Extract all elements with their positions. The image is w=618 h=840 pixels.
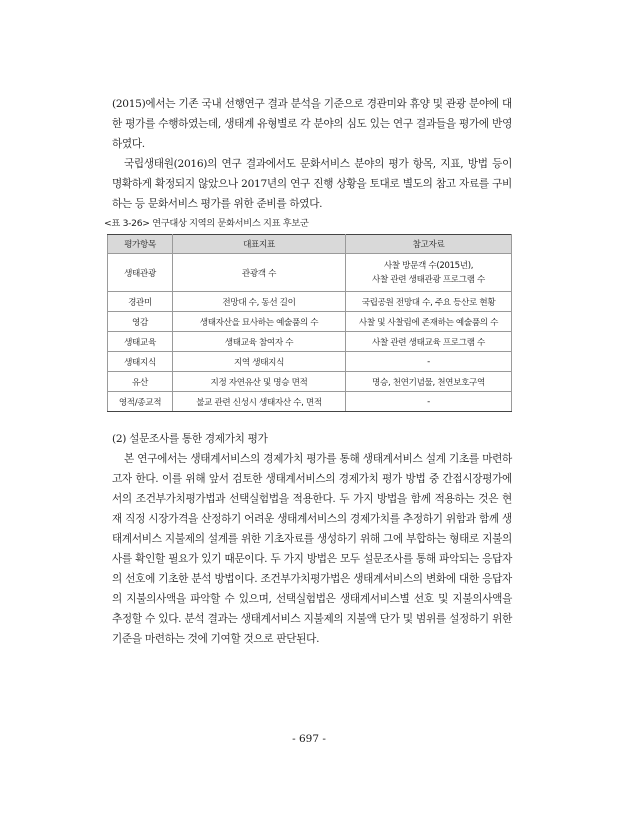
cell-reference: 명승, 천연기념물, 천연보호구역 bbox=[346, 372, 512, 392]
table-header-row bbox=[108, 235, 512, 254]
cell-reference-line-2: 사찰 관련 생태관광 프로그램 수 bbox=[372, 274, 485, 285]
cell-reference: - bbox=[346, 392, 512, 412]
table-caption: <표 3-26> 연구대상 지역의 문화서비스 지표 후보군 bbox=[104, 218, 309, 229]
cell-reference bbox=[346, 254, 512, 292]
body-paragraph-3: 본 연구에서는 생태계서비스의 경제가치 평가를 통해 생태계서비스 설계 기초를 마련하고자 한다. 이를 위해 앞서 검토한 생태계서비스의 경제가치 평가 방법 중 간접시장평가에서의 조건부가치평가법과 선택실험법을 적용한다. 두 가지 방법을 함께 적용하는 것은 현재 직정 시장가격을 산정하기 어려운 생태계서비스의 경제가치를 추정하기 위함과 함께 생태계서비스 지불제의 설계를 위한 기초자료를 생성하기 위해 그에 부합하는 형태로 지불의사를 확인할 필요가 있기 때문이다. 두 가지 방법은 모두 설문조사를 통해 파악되는 응답자의 선호에 기초한 분석 방법이다. 조건부가치평가법은 생태계서비스의 변화에 대한 응답자의 지불의사액을 파악할 수 있으며, 선택실험법은 생태계서비스별 선호 및 지불의사액을 추정할 수 있다. 분석 결과는 생태계서비스 지불제의 지불액 단가 및 범위를 설정하기 위한 기준을 마련하는 것에 기여할 것으로 판단된다. bbox=[112, 453, 512, 645]
header-representative-indicator: 대표지표 bbox=[173, 235, 346, 254]
cell-indicator: 지정 자연유산 및 명승 면적 bbox=[173, 372, 346, 392]
cultural-services-indicator-table bbox=[107, 234, 512, 412]
section-heading: (2) 설문조사를 통한 경제가치 평가 bbox=[112, 433, 268, 445]
table-row bbox=[108, 254, 512, 292]
cell-item: 유산 bbox=[108, 372, 173, 392]
cell-item: 영적/종교적 bbox=[108, 392, 173, 412]
cell-reference: 사찰 관련 생태교육 프로그램 수 bbox=[346, 332, 512, 352]
body-paragraph-2: 국립생태원(2016)의 연구 결과에서도 문화서비스 분야의 평가 항목, 지표, 방법 등이 명확하게 확정되지 않았으나 2017년의 연구 진행 상황을 토대로 별도의 참고 자료를 구비하는 등 문화서비스 평가를 위한 준비를 하였다. bbox=[112, 158, 512, 210]
header-reference-material: 참고자료 bbox=[346, 235, 512, 254]
table-row bbox=[108, 372, 512, 392]
cell-item: 생태교육 bbox=[108, 332, 173, 352]
cell-reference: - bbox=[346, 352, 512, 372]
page-number: - 697 - bbox=[292, 733, 326, 745]
cell-item: 생태지식 bbox=[108, 352, 173, 372]
cell-indicator: 생태교육 참여자 수 bbox=[173, 332, 346, 352]
cell-item: 영감 bbox=[108, 312, 173, 332]
cell-indicator: 생태자산을 묘사하는 예술품의 수 bbox=[173, 312, 346, 332]
body-paragraph-1: (2015)에서는 기존 국내 선행연구 결과 분석을 기준으로 경관미와 휴양 및 관광 분야에 대한 평가를 수행하였는데, 생태계 유형별로 각 분야의 심도 있는 연구 결과들을 평가에 반영하였다. bbox=[112, 98, 512, 150]
cell-item: 경관미 bbox=[108, 292, 173, 312]
cell-indicator: 관광객 수 bbox=[173, 254, 346, 292]
cell-indicator: 불교 관련 신성시 생태자산 수, 면적 bbox=[173, 392, 346, 412]
table-row bbox=[108, 392, 512, 412]
table-row bbox=[108, 292, 512, 312]
table-row bbox=[108, 312, 512, 332]
cell-reference-line-1: 사찰 방문객 수(2015년), bbox=[383, 260, 474, 271]
cell-indicator: 지역 생태지식 bbox=[173, 352, 346, 372]
cell-indicator: 전망대 수, 동선 길이 bbox=[173, 292, 346, 312]
cell-reference: 사찰 및 사찰림에 존재하는 예술품의 수 bbox=[346, 312, 512, 332]
table-row bbox=[108, 352, 512, 372]
cell-reference: 국립공원 전망대 수, 주요 등산로 현황 bbox=[346, 292, 512, 312]
cell-item: 생태관광 bbox=[108, 254, 173, 292]
header-evaluation-item: 평가항목 bbox=[108, 235, 173, 254]
table-row bbox=[108, 332, 512, 352]
